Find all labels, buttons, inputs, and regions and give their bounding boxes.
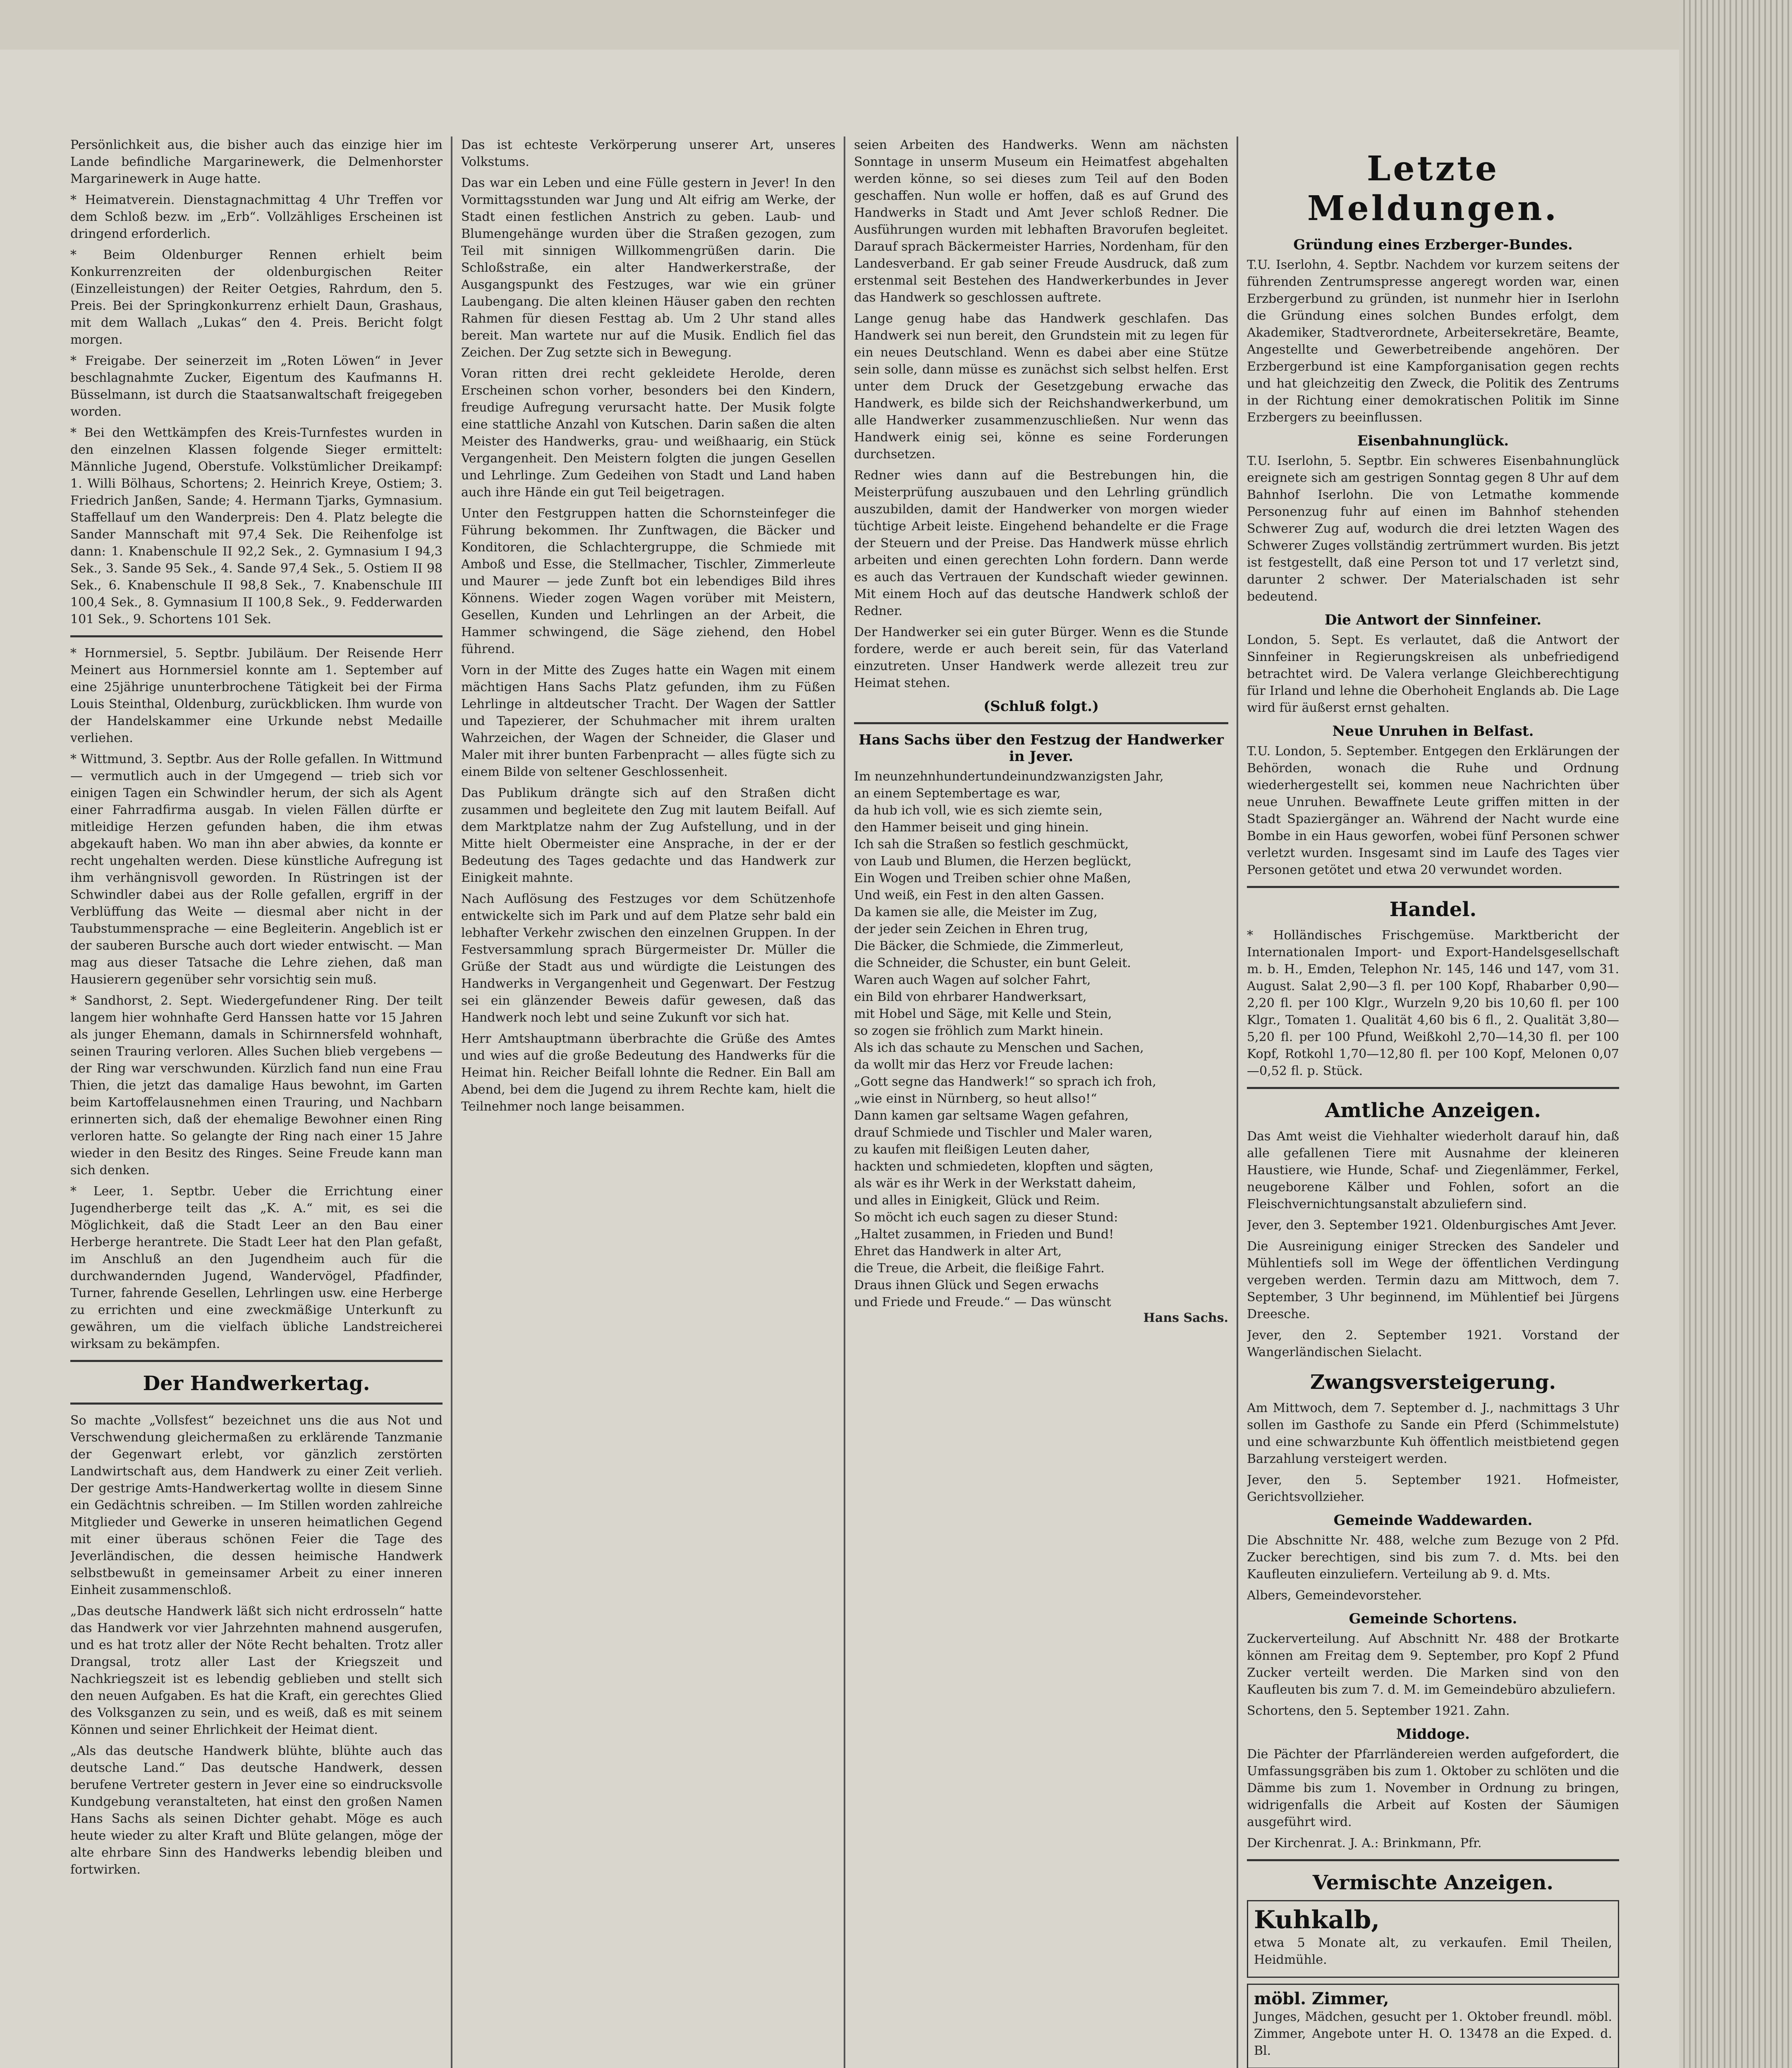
article-paragraph: Voran ritten drei recht gekleidete Herolde, deren Erscheinen schon vorher, besonders bei den Kindern, freudige Aufregung verursacht hatte. Der Musik folgte eine stattliche Anzahl von Kutschen. Darin saßen die alten Meister des Handwerks, grau- und weißhaarig, ein Stück Vergangenheit. Den Meistern folgten die jungen Gesellen und Lehrlinge. Zum Gedeihen von Stadt und Land haben auch ihre Hände ein gut Teil beigetragen. bbox=[461, 366, 835, 500]
ad-title: möbl. Zimmer, bbox=[1254, 1989, 1389, 2008]
ad-text: Junges, Mädchen, gesucht per 1. Oktober freundl. möbl. Zimmer, Angebote unter H. O. 13478 an die Exped. d. Bl. bbox=[1254, 2010, 1612, 2058]
article-paragraph: * Wittmund, 3. Septbr. Aus der Rolle gefallen. In Wittmund — vermutlich auch in der Umgegend — trieb sich vor einigen Tagen ein Schwindler herum, der sich als Agent einer Fahrradfirma ausgab. In vielen Fällen dürfte er mitleidige Herzen gefunden haben, die ihm etwas abgekauft haben. Wo man ihn aber abwies, da konnte er recht ungehalten werden. Diese künstliche Aufregung ist ihm verhängnisvoll geworden. In Rüstringen ist der Schwindler dabei aus der Rolle gefallen, ergriff in der Verblüffung das Weite — diesmal aber nicht in der Taubstummensprache — eine Begleiterin. Angeblich ist er der sauberen Bursche auch dort wieder entwischt. — Man mag aus dieser Tatsache die Lehre ziehen, daß man Hausierern gegenüber sehr vorsichtig sein muß. bbox=[70, 752, 443, 987]
headline-vermischte-anzeigen: Vermischte Anzeigen. bbox=[1312, 1871, 1554, 1894]
notice-text: Die Ausreinigung einiger Strecken des Sandeler und Mühlentiefs soll im Wege der öffentlichen Verdingung vergeben werden. Termin dazu am Mittwoch, dem 7. September, 3 Uhr beginnend, im Mühlentief bei Jürgens Dreesche. bbox=[1247, 1239, 1619, 1321]
article-paragraph: * Beim Oldenburger Rennen erhielt beim Konkurrenzreiten der oldenburgischen Reiter (Einzelleistungen) der Reiter Oetgies, Rahrdum, den 5. Preis. Bei der Springkonkurrenz erhielt Daun, Grashaus, mit dem Wallach „Lukas“ den 4. Preis. Bericht folgt morgen. bbox=[70, 248, 443, 347]
article-paragraph: seien Arbeiten des Handwerks. Wenn am nächsten Sonntage in unserm Museum ein Heimatfest abgehalten werden könne, so sei dieses zum Teil auf den Boden geschaffen. Nun wolle er hoffen, daß es auf Grund des Handwerks in Stadt und Amt Jever schloß Redner. Die Ausführungen wurden mit lebhaften Bravorufen begleitet. Darauf sprach Bäckermeister Harries, Nordenham, für den Landesverband. Er gab seiner Freude Ausdruck, daß zum erstenmal seit Bestehen des Handwerkerbundes in Jever das Handwerk so geschlossen auftrete. bbox=[854, 138, 1228, 305]
poem-title: Hans Sachs über den Festzug der Handwerker in Jever. bbox=[859, 732, 1224, 765]
article-paragraph: So machte „Vollsfest“ bezeichnet uns die aus Not und Verschwendung gleichermaßen zu erklärende Tanzmanie der Gegenwart erlebt, vor gänzlich zerstörten Landwirtschaft aus, dem Handwerk zu einer Zeit verlieh. Der gestrige Amts-Handwerkertag wollte in diesem Sinne ein Gedächtnis schreiben. — Im Stillen worden zahlreiche Mitglieder und Gewerke in unseren heimatlichen Gegend mit einer überaus schönen Feier die Tage des Jeverländischen, die dessen heimische Handwerk selbstbewußt in gemeinsamer Arbeit zu einer inneren Einheit zusammenschloß. bbox=[70, 1413, 443, 1597]
column-separator bbox=[451, 136, 452, 2068]
headline-letzte-meldungen: Letzte Meldungen. bbox=[1307, 149, 1559, 228]
divider bbox=[1247, 1087, 1619, 1089]
column-separator bbox=[1237, 136, 1238, 2068]
column-separator bbox=[844, 136, 845, 2068]
article-paragraph: „Als das deutsche Handwerk blühte, blühte auch das deutsche Land.“ Das deutsche Handwerk, dessen berufene Vertreter gestern in Jever eine so eindrucksvolle Kundgebung veranstalteten, hat einst den großen Namen Hans Sachs als seinen Dichter gehabt. Möge es auch heute wieder zu alter Kraft und Blüte gelangen, möge der alte ehrbare Sinn des Handwerks lebendig bleiben und fortwirken. bbox=[70, 1744, 443, 1877]
article-paragraph: * Freigabe. Der seinerzeit im „Roten Löwen“ in Jever beschlagnahmte Zucker, Eigentum des Kaufmanns H. Büsselmann, ist durch die Staatsanwaltschaft freigegeben worden. bbox=[70, 354, 443, 419]
article-paragraph: Redner wies dann auf die Bestrebungen hin, die Meisterprüfung auszubauen und den Lehrling gründlich auszubilden, damit der Handwerker von morgen wieder tüchtige Arbeit leiste. Eingehend behandelte er die Frage der Steuern und der Preise. Das Handwerk müsse ehrlich arbeiten und einen gerechten Lohn fordern. Dann werde es auch das Vertrauen der Kundschaft wieder gewinnen. Mit einem Hoch auf das deutsche Handwerk schloß der Redner. bbox=[854, 468, 1228, 618]
divider bbox=[1247, 1859, 1619, 1861]
notice-text: Am Mittwoch, dem 7. September d. J., nachmittags 3 Uhr sollen im Gasthofe zu Sande ein Pferd (Schimmelstute) und eine schwarzbunte Kuh öffentlich meistbietend gegen Barzahlung versteigert werden. bbox=[1247, 1401, 1619, 1466]
subheadline: Neue Unruhen in Belfast. bbox=[1332, 723, 1534, 740]
news-paragraph: T.U. Iserlohn, 5. Septbr. Ein schweres Eisenbahnunglück ereignete sich am gestrigen Sonntag gegen 8 Uhr auf dem Bahnhof Iserlohn. Die von Letmathe kommende Personenzug fuhr auf einen im Bahnhof stehenden Schwerer Zug auf, wodurch die drei letzten Wagen des Schwerer Zuges vollständig zertrümmert wurden. Bis jetzt ist festgestellt, daß eine Person tot und 17 verletzt sind, darunter 2 schwer. Der Materialschaden ist sehr bedeutend. bbox=[1247, 454, 1619, 604]
article-paragraph: Nach Auflösung des Festzuges vor dem Schützenhofe entwickelte sich im Park und auf dem Platze sehr bald ein lebhafter Verkehr zwischen den einzelnen Gruppen. In der Festversammlung sprach Bürgermeister Dr. Müller die Grüße der Stadt aus und würdigte die Leistungen des Handwerks in Vergangenheit und Gegenwart. Der Festzug sei ein glänzender Beweis dafür gewesen, daß das Handwerk noch lebt und seine Zukunft vor sich hat. bbox=[461, 892, 835, 1025]
headline-gemeinde-schortens: Gemeinde Schortens. bbox=[1349, 1611, 1517, 1627]
divider bbox=[70, 635, 443, 637]
divider bbox=[854, 722, 1228, 724]
article-paragraph: * Hornmersiel, 5. Septbr. Jubiläum. Der Reisende Herr Meinert aus Hornmersiel konnte am 1. September auf eine 25jährige ununterbrochene Tätigkeit bei der Firma Louis Steinthal, Oldenburg, zurückblicken. Ihm wurde von der Handelskammer eine Urkunde nebst Medaille verliehen. bbox=[70, 646, 443, 745]
article-paragraph: Vorn in der Mitte des Zuges hatte ein Wagen mit einem mächtigen Hans Sachs Platz gefunden, ihm zu Füßen Lehrlinge in altdeutscher Tracht. Der Wagen der Sattler und Tapezierer, der Schuhmacher mit ihrem uralten Wahrzeichen, der Wagen der Schneider, die Glaser und Maler mit ihrer bunten Farbenpracht — alles fügte sich zu einem Bilde von seltener Geschlossenheit. bbox=[461, 663, 835, 779]
ad-title: Kuhkalb, bbox=[1254, 1905, 1380, 1934]
divider bbox=[70, 1403, 443, 1405]
subheadline: Gründung eines Erzberger-Bundes. bbox=[1293, 237, 1573, 253]
poem-text: Im neunzehnhundertundeinundzwanzigsten Jahr, an einem Septembertage es war, da hub ich voll, wie es sich ziemte sein, den Hammer beiseit und ging hinein. Ich sah die Straßen so festlich geschmückt, von Laub und Blumen, die Herzen beglückt, Ein Wogen und Treiben schier ohne Maßen, Und weiß, ein Fest in den alten Gassen. Da kamen sie alle, die Meister im Zug, der jeder sein Zeichen in Ehren trug, Die Bäcker, die Schmiede, die Zimmerleut, die Schneider, die Schuster, ein bunt Geleit. Waren auch Wagen auf solcher Fahrt, ein Bild von ehrbarer Handwerksart, mit Hobel und Säge, mit Kelle und Stein, so zogen sie fröhlich zum Markt hinein. Als ich das schaute zu Menschen und Sachen, da wollt mir das Herz vor Freude lachen: „Gott segne das Handwerk!“ so sprach ich froh, „wie einst in Nürnberg, so heut allso!“ Dann kamen gar seltsame Wagen gefahren, drauf Schmiede und Tischler und Maler waren, zu kaufen mit fleißigen Leuten daher, hackten und schmiedeten, klopften und sägten, als wär es ihr Werk in der Werkstatt daheim, und alles in Einigkeit, Glück und Reim. So möcht ich euch sagen zu dieser Stund: „Haltet zusammen, in Frieden und Bund! Ehret das Handwerk in alter Art, die Treue, die Arbeit, die fleißige Fahrt. Draus ihnen Glück und Segen erwachs und Friede und Freude.“ — Das wünscht bbox=[854, 769, 1164, 1309]
column-2 bbox=[461, 136, 835, 2068]
article-paragraph: * Heimatverein. Dienstagnachmittag 4 Uhr Treffen vor dem Schloß bezw. im „Erb“. Vollzähliges Erscheinen ist dringend erforderlich. bbox=[70, 193, 443, 241]
divider bbox=[1247, 886, 1619, 888]
notice-signature: Der Kirchenrat. J. A.: Brinkmann, Pfr. bbox=[1247, 1836, 1482, 1850]
classified-ad bbox=[1247, 1900, 1619, 1978]
news-paragraph: T.U. London, 5. September. Entgegen den Erklärungen der Behörden, wonach die Ruhe und Ordnung wiederhergestellt sei, kommen neue Nachrichten über neue Unruhen. Bewaffnete Leute griffen mitten in der Stadt Spaziergänger an. Während der Nacht wurde eine Bombe in ein Haus geworfen, wobei fünf Personen schwer verletzt wurden. Insgesamt sind im Laufe des Tages vier Personen getötet und etwa 20 verwundet worden. bbox=[1247, 744, 1619, 877]
news-paragraph: T.U. Iserlohn, 4. Septbr. Nachdem vor kurzem seitens der führenden Zentrumspresse angeregt worden war, einen Erzbergerbund zu gründen, ist nunmehr hier in Iserlohn die Gründung eines solchen Bundes erfolgt, dem Akademiker, Stadtverordnete, Arbeitersekretäre, Beamte, Angestellte und Gewerbetreibende angehören. Der Erzbergerbund ist eine Kampforganisation gegen rechts und hat gleichzeitig den Zweck, die Politik des Zentrums in der Richtung einer demokratischen Politik im Sinne Erzbergers zu beeinflussen. bbox=[1247, 258, 1619, 425]
headline-zwangsversteigerung: Zwangsversteigerung. bbox=[1310, 1371, 1556, 1394]
notice-signature: Albers, Gemeindevorsteher. bbox=[1247, 1588, 1422, 1603]
classified-ad bbox=[1247, 1984, 1619, 2068]
notice-signature: Jever, den 5. September 1921. Hofmeister, Gerichtsvollzieher. bbox=[1247, 1473, 1619, 1504]
subheadline: Eisenbahnunglück. bbox=[1357, 433, 1509, 449]
notice-text: Die Pächter der Pfarrländereien werden aufgefordert, die Umfassungsgräben bis zum 1. Oktober zu schlöten und die Dämme bis zum 1. November in Ordnung zu bringen, widrigenfalls die Arbeit auf Kosten der Säumigen ausgeführt wird. bbox=[1247, 1747, 1619, 1829]
column-1 bbox=[70, 136, 443, 2068]
market-report: * Holländisches Frischgemüse. Marktbericht der Internationalen Import- und Export-Handelsgesellschaft m. b. H., Emden, Telephon Nr. 145, 146 und 147, vom 31. August. Salat 2,90—3 fl. per 100 Kopf, Rhabarber 0,90—2,20 fl. per 100 Klgr., Wurzeln 9,20 bis 10,60 fl. per 100 Klgr., Tomaten 1. Qualität 4,60 bis 6 fl., 2. Qualität 3,80—5,20 fl. per 100 Pfund, Weißkohl 2,70—14,30 fl. per 100 Kopf, Rotkohl 1,70—12,80 fl. per 100 Kopf, Melonen 0,07—0,52 fl. p. Stück. bbox=[1247, 928, 1619, 1078]
poem-signature: Hans Sachs. bbox=[1143, 1311, 1228, 1325]
article-paragraph: Herr Amtshauptmann überbrachte die Grüße des Amtes und wies auf die große Bedeutung des Handwerks für die Heimat hin. Reicher Beifall lohnte die Redner. Ein Ball am Abend, bei dem die Jugend zu ihrem Rechte kam, hielt die Teilnehmer noch lange beisammen. bbox=[461, 1032, 835, 1114]
article-paragraph: * Leer, 1. Septbr. Ueber die Errichtung einer Jugendherberge teilt das „K. A.“ mit, es sei die Möglichkeit, daß die Stadt Leer an den Bau einer Herberge herantrete. Die Stadt Leer hat den Plan gefaßt, im Anschluß an den Jugendheim auch für die durchwandernden Jugend, Wandervögel, Pfadfinder, Turner, fahrende Gesellen, Lehrlingen usw. eine Herberge zu errichten und eine zweckmäßige Unterkunft zu gewähren, um die vielfach übliche Landstreicherei wirksam zu bekämpfen. bbox=[70, 1184, 443, 1351]
article-paragraph: „Das deutsche Handwerk läßt sich nicht erdrosseln“ hatte das Handwerk vor vier Jahrzehnten mahnend ausgerufen, und es hat trotz aller der Nöte Recht behalten. Trotz aller Drangsal, trotz aller Last der Kriegszeit und Nachkriegszeit ist es lebendig geblieben und stellt sich den neuen Aufgaben. Es hat die Kraft, ein gerechtes Glied des Volksganzen zu sein, und es weiß, daß es mit seinem Können und seiner Ehrlichkeit der Heimat dient. bbox=[70, 1604, 443, 1737]
page-top-edge bbox=[0, 0, 1679, 50]
headline-handel: Handel. bbox=[1389, 898, 1477, 921]
headline-middoge: Middoge. bbox=[1396, 1726, 1470, 1742]
article-paragraph: Unter den Festgruppen hatten die Schornsteinfeger die Führung bekommen. Ihr Zunftwagen, die Bäcker und Konditoren, die Schlachtergruppe, die Schmiede mit Amboß und Esse, die Stellmacher, Tischler, Zimmerleute und Maurer — jede Zunft bot ein lebendiges Bild ihres Könnens. Wieder zogen Wagen vorüber mit Meistern, Gesellen, Kunden und Lehrlingen an der Arbeit, die Hammer schwingend, die Säge ziehend, den Hobel führend. bbox=[461, 506, 835, 656]
column-4 bbox=[1247, 136, 1619, 2068]
headline-amtliche-anzeigen: Amtliche Anzeigen. bbox=[1325, 1099, 1541, 1122]
headline-gemeinde-waddewarden: Gemeinde Waddewarden. bbox=[1333, 1512, 1533, 1529]
notice-text: Das Amt weist die Viehhalter wiederholt darauf hin, daß alle gefallenen Tiere mit Ausnahme der kleineren Haustiere, wie Hunde, Schaf- und Ziegenlämmer, Ferkel, neugeborene Kälber und Fohlen, sofort an die Fleischvernichtungsanstalt abzuliefern sind. bbox=[1247, 1129, 1619, 1211]
headline-handwerkertag: Der Handwerkertag. bbox=[143, 1372, 370, 1395]
notice-text: Die Abschnitte Nr. 488, welche zum Bezuge von 2 Pfd. Zucker berechtigen, sind bis zum 7. d. Mts. bei den Kaufleuten einzuliefern. Verteilung ab 9. d. Mts. bbox=[1247, 1533, 1619, 1582]
article-paragraph: Persönlichkeit aus, die bisher auch das einzige hier im Lande befindliche Margarinewerk, die Delmenhorster Margarinewerk in Auge hatte. bbox=[70, 138, 443, 186]
article-paragraph: Das war ein Leben und eine Fülle gestern in Jever! In den Vormittagsstunden war Jung und Alt eifrig am Werke, der Stadt einen festlichen Anstrich zu geben. Laub- und Blumengehänge wurden über die Straßen gezogen, zum Teil mit sinnigen Willkommengrüßen darin. Die Schloßstraße, ein alter Handwerkerstraße, der Ausgangspunkt des Festzuges, war wie ein grüner Laubengang. Die alten kleinen Häuser gaben den rechten Rahmen für diesen Festtag ab. Um 2 Uhr stand alles bereit. Man wartete nur auf die Musik. Endlich fiel das Zeichen. Der Zug setzte sich in Bewegung. bbox=[461, 176, 835, 360]
news-paragraph: London, 5. Sept. Es verlautet, daß die Antwort der Sinnfeiner in Regierungskreisen als unbefriedigend betrachtet wird. De Valera verlange Gleichberechtigung für Irland und lehne die Oberhoheit Englands ab. Die Lage wird für äußerst ernst gehalten. bbox=[1247, 633, 1619, 715]
article-paragraph: Das Publikum drängte sich auf den Straßen dicht zusammen und begleitete den Zug mit lautem Beifall. Auf dem Marktplatze nahm der Zug Aufstellung, und in der Mitte hielt Obermeister eine Ansprache, in der er der Bedeutung des Tages gedachte und das Handwerk zur Einigkeit mahnte. bbox=[461, 786, 835, 885]
ad-text: etwa 5 Monate alt, zu verkaufen. Emil Theilen, Heidmühle. bbox=[1254, 1936, 1612, 1967]
column-3 bbox=[854, 136, 1228, 2068]
page-stack-edge bbox=[1679, 0, 1792, 2068]
article-paragraph: Lange genug habe das Handwerk geschlafen. Das Handwerk sei nun bereit, den Grundstein mit zu legen für ein neues Deutschland. Wenn es dabei aber eine Stütze sein solle, dann müsse es zunächst sich selbst helfen. Erst unter dem Druck der Gesetzgebung erwache das Handwerk, es bilde sich der Reichshandwerkerbund, um alle Handwerker zusammenzuschließen. Nur wenn das Handwerk einig sei, könne es seine Forderungen durchsetzen. bbox=[854, 311, 1228, 462]
article-paragraph: * Sandhorst, 2. Sept. Wiedergefundener Ring. Der teilt langem hier wohnhafte Gerd Hanssen hatte vor 15 Jahren als junger Ehemann, damals in Schirnnersfeld wohnhaft, seinen Trauring verloren. Alles Suchen blieb vergebens — der Ring war verschwunden. Kürzlich fand nun eine Frau Thien, die jetzt das damalige Haus bewohnt, im Garten beim Kartoffelausnehmen einen Trauring, und Nachbarn erinnerten sich, daß der ehemalige Bewohner einen Ring verloren hatte. So gelangte der Ring nach einer 15 Jahre wieder in den Besitz des Ringes. Seine Freude kann man sich denken. bbox=[70, 993, 443, 1178]
subheadline: Die Antwort der Sinnfeiner. bbox=[1324, 612, 1542, 628]
continuation-note: (Schluß folgt.) bbox=[983, 698, 1099, 715]
article-paragraph: Das ist echteste Verkörperung unserer Art, unseres Volkstums. bbox=[461, 138, 835, 169]
notice-signature: Schortens, den 5. September 1921. Zahn. bbox=[1247, 1704, 1510, 1718]
article-paragraph: Der Handwerker sei ein guter Bürger. Wenn es die Stunde fordere, werde er auch bereit sein, für das Vaterland einzutreten. Unser Handwerk werde allezeit treu zur Heimat stehen. bbox=[854, 625, 1228, 690]
notice-text: Zuckerverteilung. Auf Abschnitt Nr. 488 der Brotkarte können am Freitag dem 9. September, pro Kopf 2 Pfund Zucker verteilt werden. Die Marken sind von den Kaufleuten bis zum 7. d. M. im Gemeindebüro abzuliefern. bbox=[1247, 1632, 1619, 1697]
notice-signature: Jever, den 2. September 1921. Vorstand der Wangerländischen Sielacht. bbox=[1247, 1328, 1619, 1360]
notice-signature: Jever, den 3. September 1921. Oldenburgisches Amt Jever. bbox=[1247, 1218, 1617, 1233]
divider bbox=[70, 1360, 443, 1362]
article-paragraph: * Bei den Wettkämpfen des Kreis-Turnfestes wurden in den einzelnen Klassen folgende Sieger ermittelt: Männliche Jugend, Oberstufe. Volkstümlicher Dreikampf: 1. Willi Bölhaus, Schortens; 2. Heinrich Kreye, Ostiem; 3. Friedrich Janßen, Sande; 4. Hermann Tjarks, Gymnasium. Staffellauf um den Wanderpreis: Den 4. Platz belegte die Sander Mannschaft mit 97,4 Sek. Die Reihenfolge ist dann: 1. Knabenschule II 92,2 Sek., 2. Gymnasium I 94,3 Sek., 3. Sande 95 Sek., 4. Sande 97,4 Sek., 5. Ostiem II 98 Sek., 6. Knabenschule II 98,8 Sek., 7. Knabenschule III 100,4 Sek., 8. Gymnasium II 100,8 Sek., 9. Fedderwarden 101 Sek., 9. Schortens 101 Sek. bbox=[70, 426, 443, 627]
